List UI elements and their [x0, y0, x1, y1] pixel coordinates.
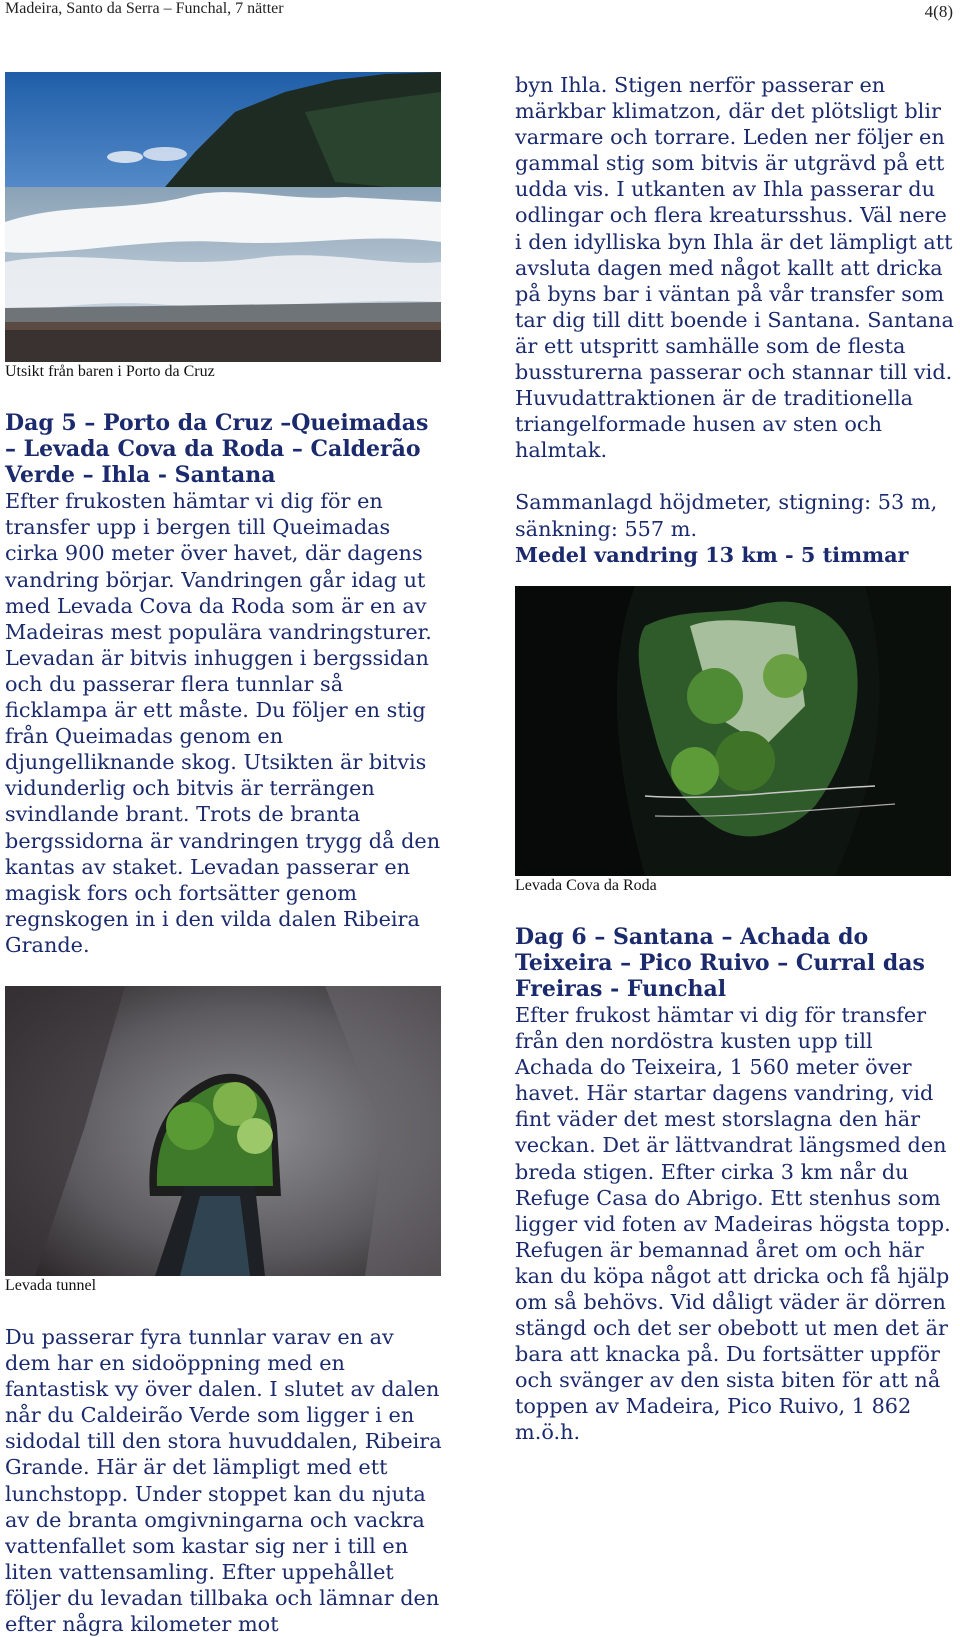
day5-paragraph: Efter frukosten hämtar vi dig för en transfer upp i bergen till Queimadas cirka 900 meter över havet, där dagens vandring börjar. Vandringen går idag ut med Levada Cova da Roda som är en av Madeiras mest populära vandringsturer. Levadan är bitvis inhuggen i bergssidan och du passerar flera tunnlar så ficklampa är ett måste. Du följer en stig från Queimadas genom en djungelliknande skog. Utsikten är bitvis vidunderlig och bitvis är terrängen svindlande brant. Trots de branta bergssidorna är vandringen trygg då den kantas av staket. Levadan passerar en magisk fors och fortsätter genom regnskogen in i den vilda dalen Ribeira Grande.: [5, 489, 441, 957]
page-number: 4(8): [924, 2, 953, 21]
document-title: Madeira, Santo da Serra – Funchal, 7 nätter: [5, 0, 284, 17]
hike-summary: Medel vandring 13 km - 5 timmar: [515, 541, 909, 567]
right-column: [515, 72, 955, 1446]
photo-caption: Utsikt från baren i Porto da Cruz: [5, 363, 215, 380]
day5-paragraph-2: Du passerar fyra tunnlar varav en av dem har en sidoöppning med en fantastisk vy över dalen. I slutet av dalen når du Caldeirão Verde som ligger i en sidodal till den stora huvuddalen, Ribeira Grande. Här är det lämpligt med ett lunchstopp. Under stoppet kan du njuta av de branta omgivningarna och vackra vattenfallet som kastar sig ner i till en liten vattensamling. Efter uppehållet följer du levadan tillbaka och lämnar den efter några kilometer mot: [5, 1324, 442, 1636]
elevation-info: Sammanlagd höjdmeter, stigning: 53 m, sänkning: 557 m.: [515, 490, 938, 541]
photo-caption: Levada Cova da Roda: [515, 876, 657, 894]
photo-coast-waves: [5, 72, 441, 362]
photo-levada-tunnel: [5, 986, 441, 1276]
left-column: [5, 72, 445, 1637]
day6-heading: Dag 6 – Santana – Achada do Teixeira – Pico Ruivo – Curral das Freiras - Funchal: [515, 923, 925, 1002]
photo-caption: Levada tunnel: [5, 1276, 97, 1294]
day5-paragraph-3: byn Ihla. Stigen nerför passerar en märkbar klimatzon, där det plötsligt blir varmare och torrare. Leden ner följer en gammal stig som bitvis är utgrävd på ett udda vis. I utkanten av Ihla passerar du odlingar och flera kreatursshus. Väl nere i den idylliska byn Ihla är det lämpligt att avsluta dagen med något kallt att dricka på byns bar i väntan på vår transfer som tar dig till ditt boende i Santana. Santana är ett utspritt samhälle som de flesta bussturerna passerar och stannar till vid. Huvudattraktionen är de traditionella triangelformade husen av sten och halmtak.: [515, 73, 954, 463]
day5-heading: Dag 5 – Porto da Cruz –Queimadas – Levada Cova da Roda – Calderão Verde – Ihla - Santana: [5, 410, 429, 489]
page-header: [5, 0, 953, 22]
photo-levada-cova-da-roda: [515, 586, 951, 876]
day6-paragraph: Efter frukost hämtar vi dig för transfer från den nordöstra kusten upp till Achada do Teixeira, 1 560 meter över havet. Här startar dagens vandring, vid fint väder det mest storslagna den här veckan. Det är lättvandrat längsmed den breda stigen. Efter cirka 3 km når du Refuge Casa do Abrigo. Ett stenhus som ligger vid foten av Madeiras högsta topp. Refugen är bemannad året om och här kan du köpa något att dricka och få hjälp om så behövs. Vid dåligt väder är dörren stängd och det ser obebott ut men det är bara att knacka på. Du fortsätter uppför och svänger av den sista biten för att nå toppen av Madeira, Pico Ruivo, 1 862 m.ö.h.: [515, 1002, 951, 1445]
